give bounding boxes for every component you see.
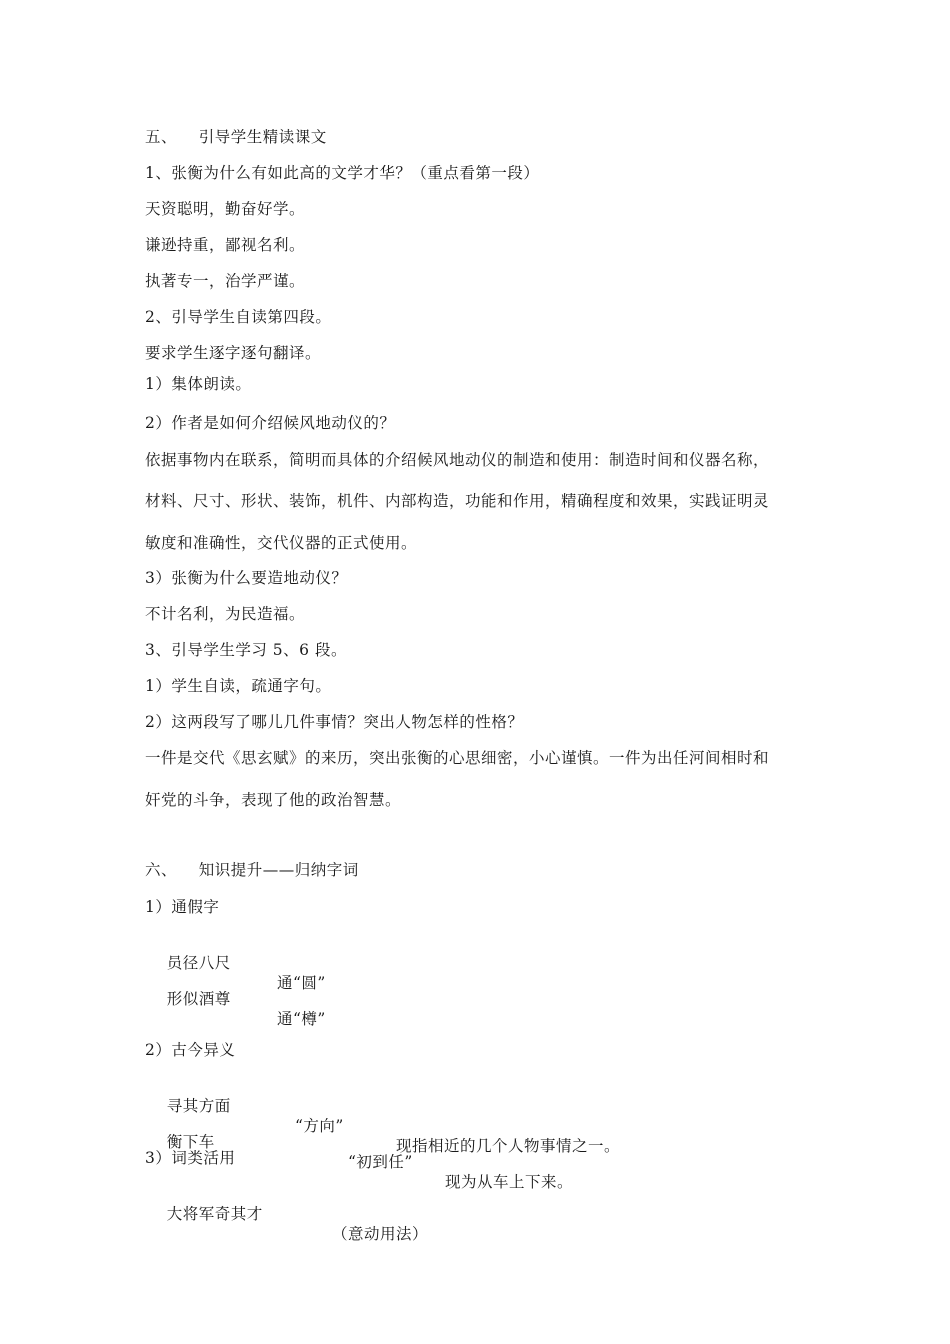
row-old-meaning: “方向” bbox=[295, 1117, 344, 1135]
answer-1-line-1: 天资聪明，勤奋好学。 bbox=[145, 200, 306, 218]
question-2-sub-1: 1）集体朗读。 bbox=[145, 375, 252, 393]
question-3: 3、引导学生学习 5、6 段。 bbox=[145, 641, 347, 659]
row-term: 衡下车 bbox=[166, 1133, 215, 1151]
answer-1-line-2: 谦逊持重，鄙视名利。 bbox=[145, 236, 306, 254]
row-old-meaning: “初到任” bbox=[348, 1153, 413, 1171]
question-2-sub-3: 3）张衡为什么要造地动仪？ bbox=[145, 569, 348, 587]
knowledge-1-heading: 1）通假字 bbox=[145, 898, 220, 916]
row-usage: （意动用法） bbox=[332, 1225, 429, 1243]
row-term: 大将军奇其才 bbox=[166, 1205, 263, 1223]
answer-3-2-line-2: 奸党的斗争，表现了他的政治智慧。 bbox=[145, 791, 402, 809]
answer-2-2-line-3: 敏度和准确性，交代仪器的正式使用。 bbox=[145, 534, 418, 552]
answer-1-line-3: 执著专一，治学严谨。 bbox=[145, 272, 306, 290]
section-six-heading: 六、 知识提升——归纳字词 bbox=[145, 861, 359, 879]
question-3-sub-1: 1）学生自读，疏通字句。 bbox=[145, 677, 332, 695]
question-2: 2、引导学生自读第四段。 bbox=[145, 308, 332, 326]
answer-2-3: 不计名利，为民造福。 bbox=[145, 605, 306, 623]
row-term: 形似酒尊 bbox=[166, 990, 231, 1008]
row-new-meaning: 现为从车上下来。 bbox=[445, 1173, 574, 1191]
row-note: 通“樽” bbox=[277, 1010, 326, 1028]
question-2-requirement: 要求学生逐字逐句翻译。 bbox=[145, 344, 322, 362]
knowledge-3-row-1 bbox=[145, 1184, 429, 1264]
question-3-sub-2: 2）这两段写了哪儿几件事情？突出人物怎样的性格？ bbox=[145, 713, 524, 731]
section-five-heading: 五、 引导学生精读课文 bbox=[145, 128, 327, 146]
answer-2-2-line-1: 依据事物内在联系，简明而具体的介绍候风地动仪的制造和使用：制造时间和仪器名称， bbox=[145, 451, 770, 469]
row-new-meaning: 现指相近的几个人物事情之一。 bbox=[396, 1137, 621, 1155]
answer-3-2-line-1: 一件是交代《思玄赋》的来历，突出张衡的心思细密，小心谨慎。一件为出任河间相时和 bbox=[145, 749, 770, 767]
answer-2-2-line-2: 材料、尺寸、形状、装饰，机件、内部构造，功能和作用，精确程度和效果，实践证明灵 bbox=[145, 492, 770, 510]
row-term: 寻其方面 bbox=[166, 1097, 231, 1115]
question-2-sub-2: 2）作者是如何介绍候风地动仪的？ bbox=[145, 414, 396, 432]
row-term: 员径八尺 bbox=[166, 954, 231, 972]
question-1: 1、张衡为什么有如此高的文学才华？（重点看第一段） bbox=[145, 164, 540, 182]
row-note: 通“圆” bbox=[277, 974, 326, 992]
knowledge-2-heading: 2）古今异义 bbox=[145, 1041, 236, 1059]
knowledge-3-heading: 3）词类活用 bbox=[145, 1149, 236, 1167]
